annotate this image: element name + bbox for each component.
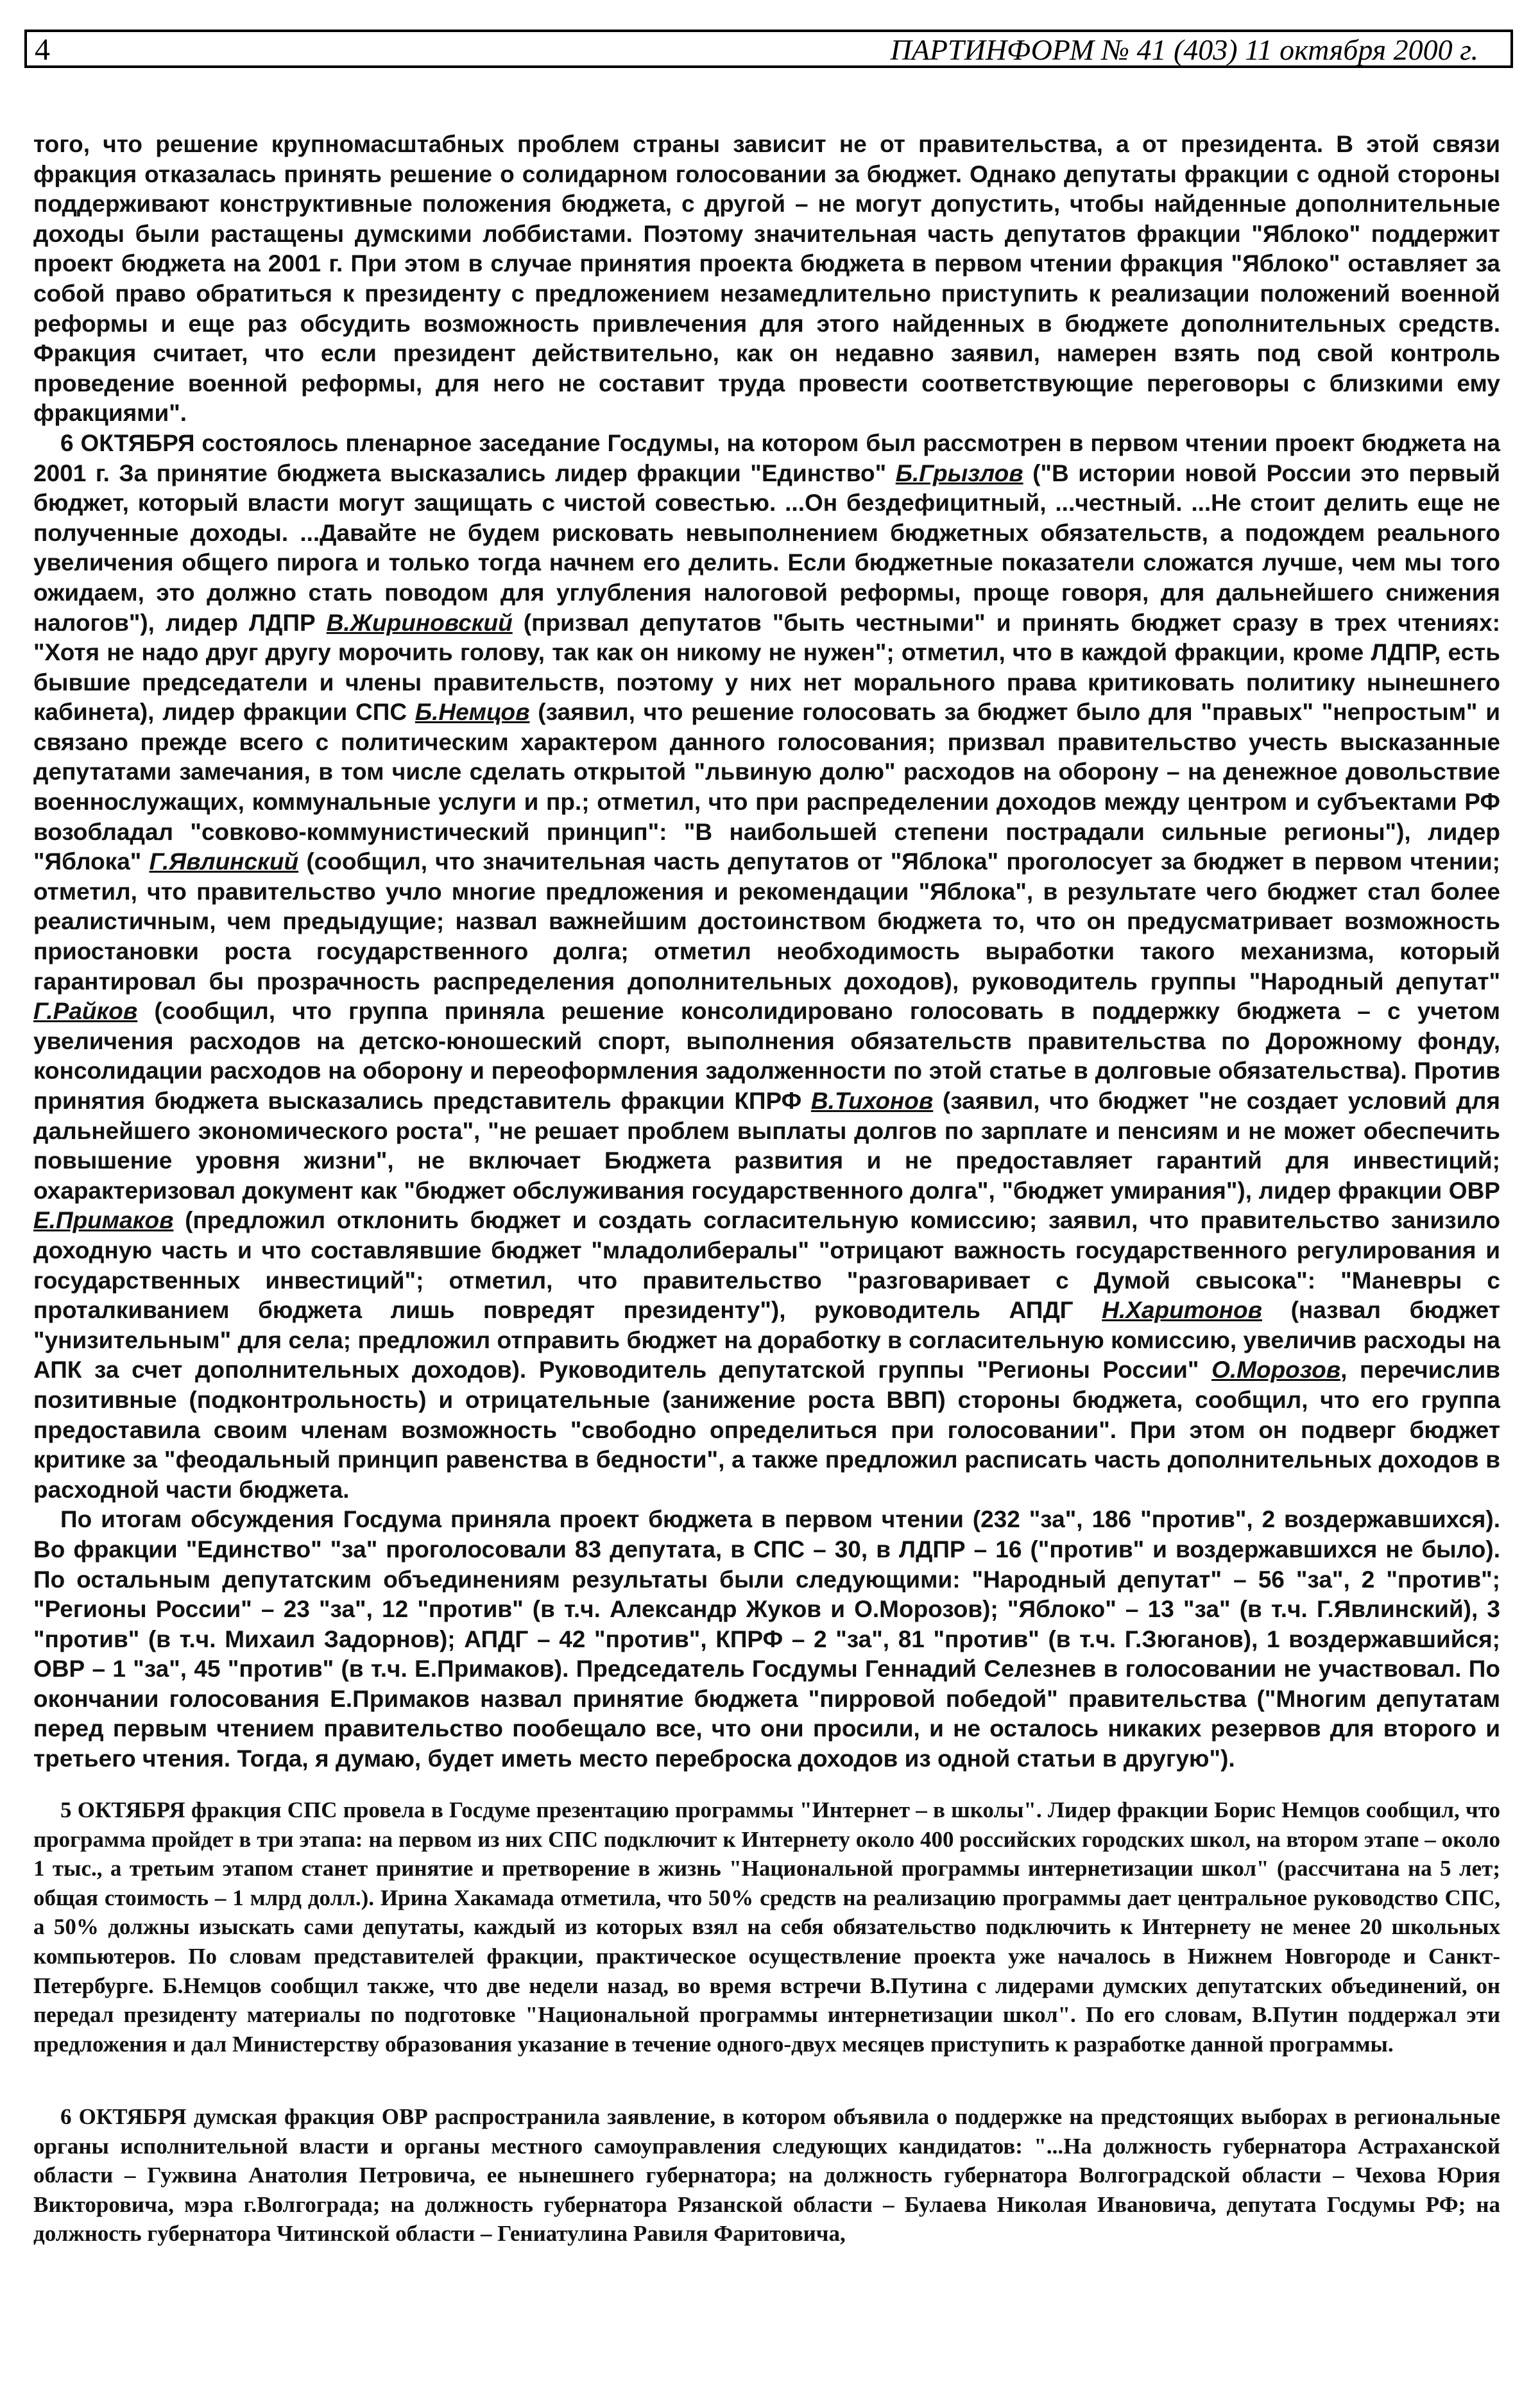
paragraph-text: 6 ОКТЯБРЯ состоялось пленарное заседание Госдумы, на котором был рассмотрен в первом чтении проект бюджета на 2001 г. За принятие бюджета высказались лидер фракции "Единство"	[33, 429, 1500, 486]
article-paragraph-results: По итогам обсуждения Госдума приняла проект бюджета в первом чтении (232 "за", 186 "против", 2 воздержавшихся). Во фракции "Единство" "за" проголосовали 83 депутата, в СПС – 30, в ЛДПР – 16 ("против" и воздержавшихся не было). По остальным депутатским объединениям результаты были следующими: "Народный депутат" – 56 "за", 2 "против"; "Регионы России" – 23 "за", 12 "против" (в т.ч. Александр Жуков и О.Морозов); "Яблоко" – 13 "за" (в т.ч. Г.Явлинский), 3 "против" (в т.ч. Михаил Задорнов); АПДГ – 42 "против", КПРФ – 2 "за", 81 "против" (в т.ч. Г.Зюганов), 1 воздержавшийся; ОВР – 1 "за", 45 "против" (в т.ч. Е.Примаков). Председатель Госдумы Геннадий Селезнев в голосовании не участвовал. По окончании голосования Е.Примаков назвал принятие бюджета "пирровой победой" правительства ("Многим депутатам перед первым чтением правительство пообещало все, что они просили, и не осталось никаких резервов для второго и третьего чтения. Тогда, я думаю, будет иметь место переброска доходов из одной статьи в другую").	[33, 1506, 1500, 1772]
name-primakov: Е.Примаков	[33, 1207, 174, 1234]
paragraph-text: (назвал бюджет "унизительным" для села; предложил отправить бюджет на доработку в согласительную комиссию, увеличив расходы на АПК за счет дополнительных доходов). Руководитель депутатской группы "Регионы России"	[33, 1297, 1500, 1384]
paragraph-text: (заявил, что бюджет "не создает условий для дальнейшего экономического роста", "не решает проблем выплаты долгов по зарплате и пенсиям и не может обеспечить повышение уровня жизни", не включает Бюджета развития и не предоставляет гарантий для инвестиций; охарактеризовал документ как "бюджет обслуживания государственного долга", "бюджет умирания"), лидер фракции ОВР	[33, 1088, 1500, 1204]
page-header	[24, 30, 1513, 68]
article-paragraph-session	[33, 429, 1500, 1505]
article-paragraph: того, что решение крупномасштабных проблем страны зависит не от правительства, а от президента. В этой связи фракция отказалась принять решение о солидарном голосовании за бюджет. Однако депутаты фракции с одной стороны поддерживают конструктивные положения бюджета, с другой – не могут допустить, чтобы найденные дополнительные доходы были растащены думскими лоббистами. Поэтому значительная часть депутатов фракции "Яблоко" поддержит проект бюджета на 2001 г. При этом в случае принятия проекта бюджета в первом чтении фракция "Яблоко" оставляет за собой право обратиться к президенту с предложением незамедлительно приступить к реализации положений военной реформы и еще раз обсудить возможность привлечения для этого найденных в бюджете дополнительных средств. Фракция считает, что если президент действительно, как он недавно заявил, намерен взять под свой контроль проведение военной реформы, для него не составит труда провести соответствующие переговоры с близкими ему фракциями".	[33, 131, 1500, 427]
brief-sps-internet	[33, 1795, 1500, 2059]
name-kharitonov: Н.Харитонов	[1102, 1297, 1263, 1324]
name-yavlinsky: Г.Явлинский	[149, 848, 299, 875]
main-article	[33, 130, 1500, 1774]
name-zhirinovsky: В.Жириновский	[326, 609, 513, 636]
name-morozov: О.Морозов	[1211, 1357, 1341, 1384]
paragraph-text: (предложил отклонить бюджет и создать согласительную комиссию; заявил, что правительство занизило доходную часть и что составлявшие бюджет "младолибералы" "отрицают важность государственного регулирования и государственных инвестиций"; отметил, что правительство "разговаривает с Думой свысока": "Маневры с проталкиванием бюджета лишь повредят президенту"), руководитель АПДГ	[33, 1207, 1500, 1324]
paragraph-text: (сообщил, что группа приняла решение консолидировано голосовать в поддержку бюджета – с учетом увеличения расходов на детско-юношеский спорт, выполнения обязательств правительства по Дорожному фонду, консолидации расходов на оборону и переоформления задолженности по этой статье в долговые обязательства). Против принятия бюджета высказались представитель фракции КПРФ	[33, 998, 1500, 1114]
brief-paragraph: 6 ОКТЯБРЯ думская фракция ОВР распространила заявление, в котором объявила о поддержке на предстоящих выборах в региональные органы исполнительной власти и органы местного самоуправления следующих кандидатов: "...На должность губернатора Астраханской области – Гужвина Анатолия Петровича, ее нынешнего губернатора; на должность губернатора Волгоградской области – Чехова Юрия Викторовича, мэра г.Волгограда; на должность губернатора Рязанской области – Булаева Николая Ивановича, депутата Госдумы РФ; на должность губернатора Читинской области – Гениатулина Равиля Фаритовича,	[33, 2104, 1500, 2247]
name-tikhonov: В.Тихонов	[810, 1088, 934, 1114]
paragraph-text: (сообщил, что значительная часть депутатов от "Яблока" проголосует за бюджет в первом чтении; отметил, что правительство учло многие предложения и рекомендации "Яблока", в результате чего бюджет стал более реалистичным, чем предыдущие; назвал важнейшим достоинством бюджета то, что он предусматривает возможность приостановки роста государственного долга; отметил необходимость выработки такого механизма, который гарантировал бы прозрачность распределения дополнительных доходов), руководитель группы "Народный депутат"	[33, 848, 1500, 995]
name-gryzlov: Б.Грызлов	[895, 459, 1023, 486]
name-nemtsov: Б.Немцов	[415, 699, 530, 726]
paragraph-text: (призвал депутатов "быть честными" и принять бюджет сразу в трех чтениях: "Хотя не надо друг другу морочить голову, так как он никому не нужен"; отметил, что в каждой фракции, кроме ЛДПР, есть бывшие председатели и члены правительств, поэтому у них нет морального права критиковать политику нынешнего кабинета), лидер фракции СПС	[33, 609, 1500, 726]
brief-paragraph: 5 ОКТЯБРЯ фракция СПС провела в Госдуме презентацию программы "Интернет – в школы". Лидер фракции Борис Немцов сообщил, что программа пройдет в три этапа: на первом из них СПС подключит к Интернету около 400 российских городских школ, на втором этапе – около 1 тыс., а третьим этапом станет принятие и претворение в жизнь "Национальной программы интернетизации школ" (рассчитана на 5 лет; общая стоимость – 1 млрд долл.). Ирина Хакамада отметила, что 50% средств на реализацию программы дает центральное руководство СПС, а 50% должны изыскать сами депутаты, каждый из которых взял на себя обязательство подключить к Интернету не менее 20 школьных компьютеров. По словам представителей фракции, практическое осуществление проекта уже началось в Нижнем Новгороде и Санкт-Петербурге. Б.Немцов сообщил также, что две недели назад, во время встречи В.Путина с лидерами думских депутатских объединений, он передал президенту материалы по подготовке "Национальной программы интернетизации школ". По его словам, В.Путин поддержал эти предложения и дал Министерству образования указание в течение одного-двух месяцев приступить к разработке данной программы.	[33, 1797, 1500, 2057]
name-raikov: Г.Райков	[33, 998, 138, 1025]
paragraph-text: (заявил, что решение голосовать за бюджет было для "правых" "непростым" и связано прежде всего с политическим характером данного голосования; призвал правительство учесть высказанные депутатами замечания, в том числе сделать открытой "львиную долю" расходов на оборону – на денежное довольствие военнослужащих, коммунальные услуги и пр.; отметил, что при распределении доходов между центром и субъектами РФ возобладал "совково-коммунистический принцип": "В наибольшей степени пострадали сильные регионы"), лидер "Яблока"	[33, 699, 1501, 875]
page-number: 4	[35, 33, 50, 67]
paragraph-text: , перечислив позитивные (подконтрольность) и отрицательные (занижение роста ВВП) стороны бюджета, сообщил, что его группа предоставила своим членам возможность "свободно определиться при голосовании". При этом он подверг бюджет критике за "феодальный принцип равенства в бедности", а также предложил расписать часть дополнительных доходов в расходной части бюджета.	[33, 1357, 1500, 1503]
publication-title: ПАРТИНФОРМ № 41 (403) 11 октября 2000 г.	[890, 33, 1478, 66]
brief-ovr-candidates	[33, 2102, 1500, 2249]
paragraph-text: ("В истории новой России это первый бюджет, который власти могут защищать с чистой совестью. ...Он бездефицитный, ...честный. ...Не стоит делить еще не полученные доходы. ...Давайте не будем рисковать невыполнением бюджетных обязательств, а подождем реального увеличения общего пирога и только тогда начнем его делить. Если бюджетные показатели сложатся лучше, чем мы того ожидаем, это должно стать поводом для углубления налоговой реформы, проще говоря, для дальнейшего снижения налогов"), лидер ЛДПР	[33, 459, 1501, 636]
